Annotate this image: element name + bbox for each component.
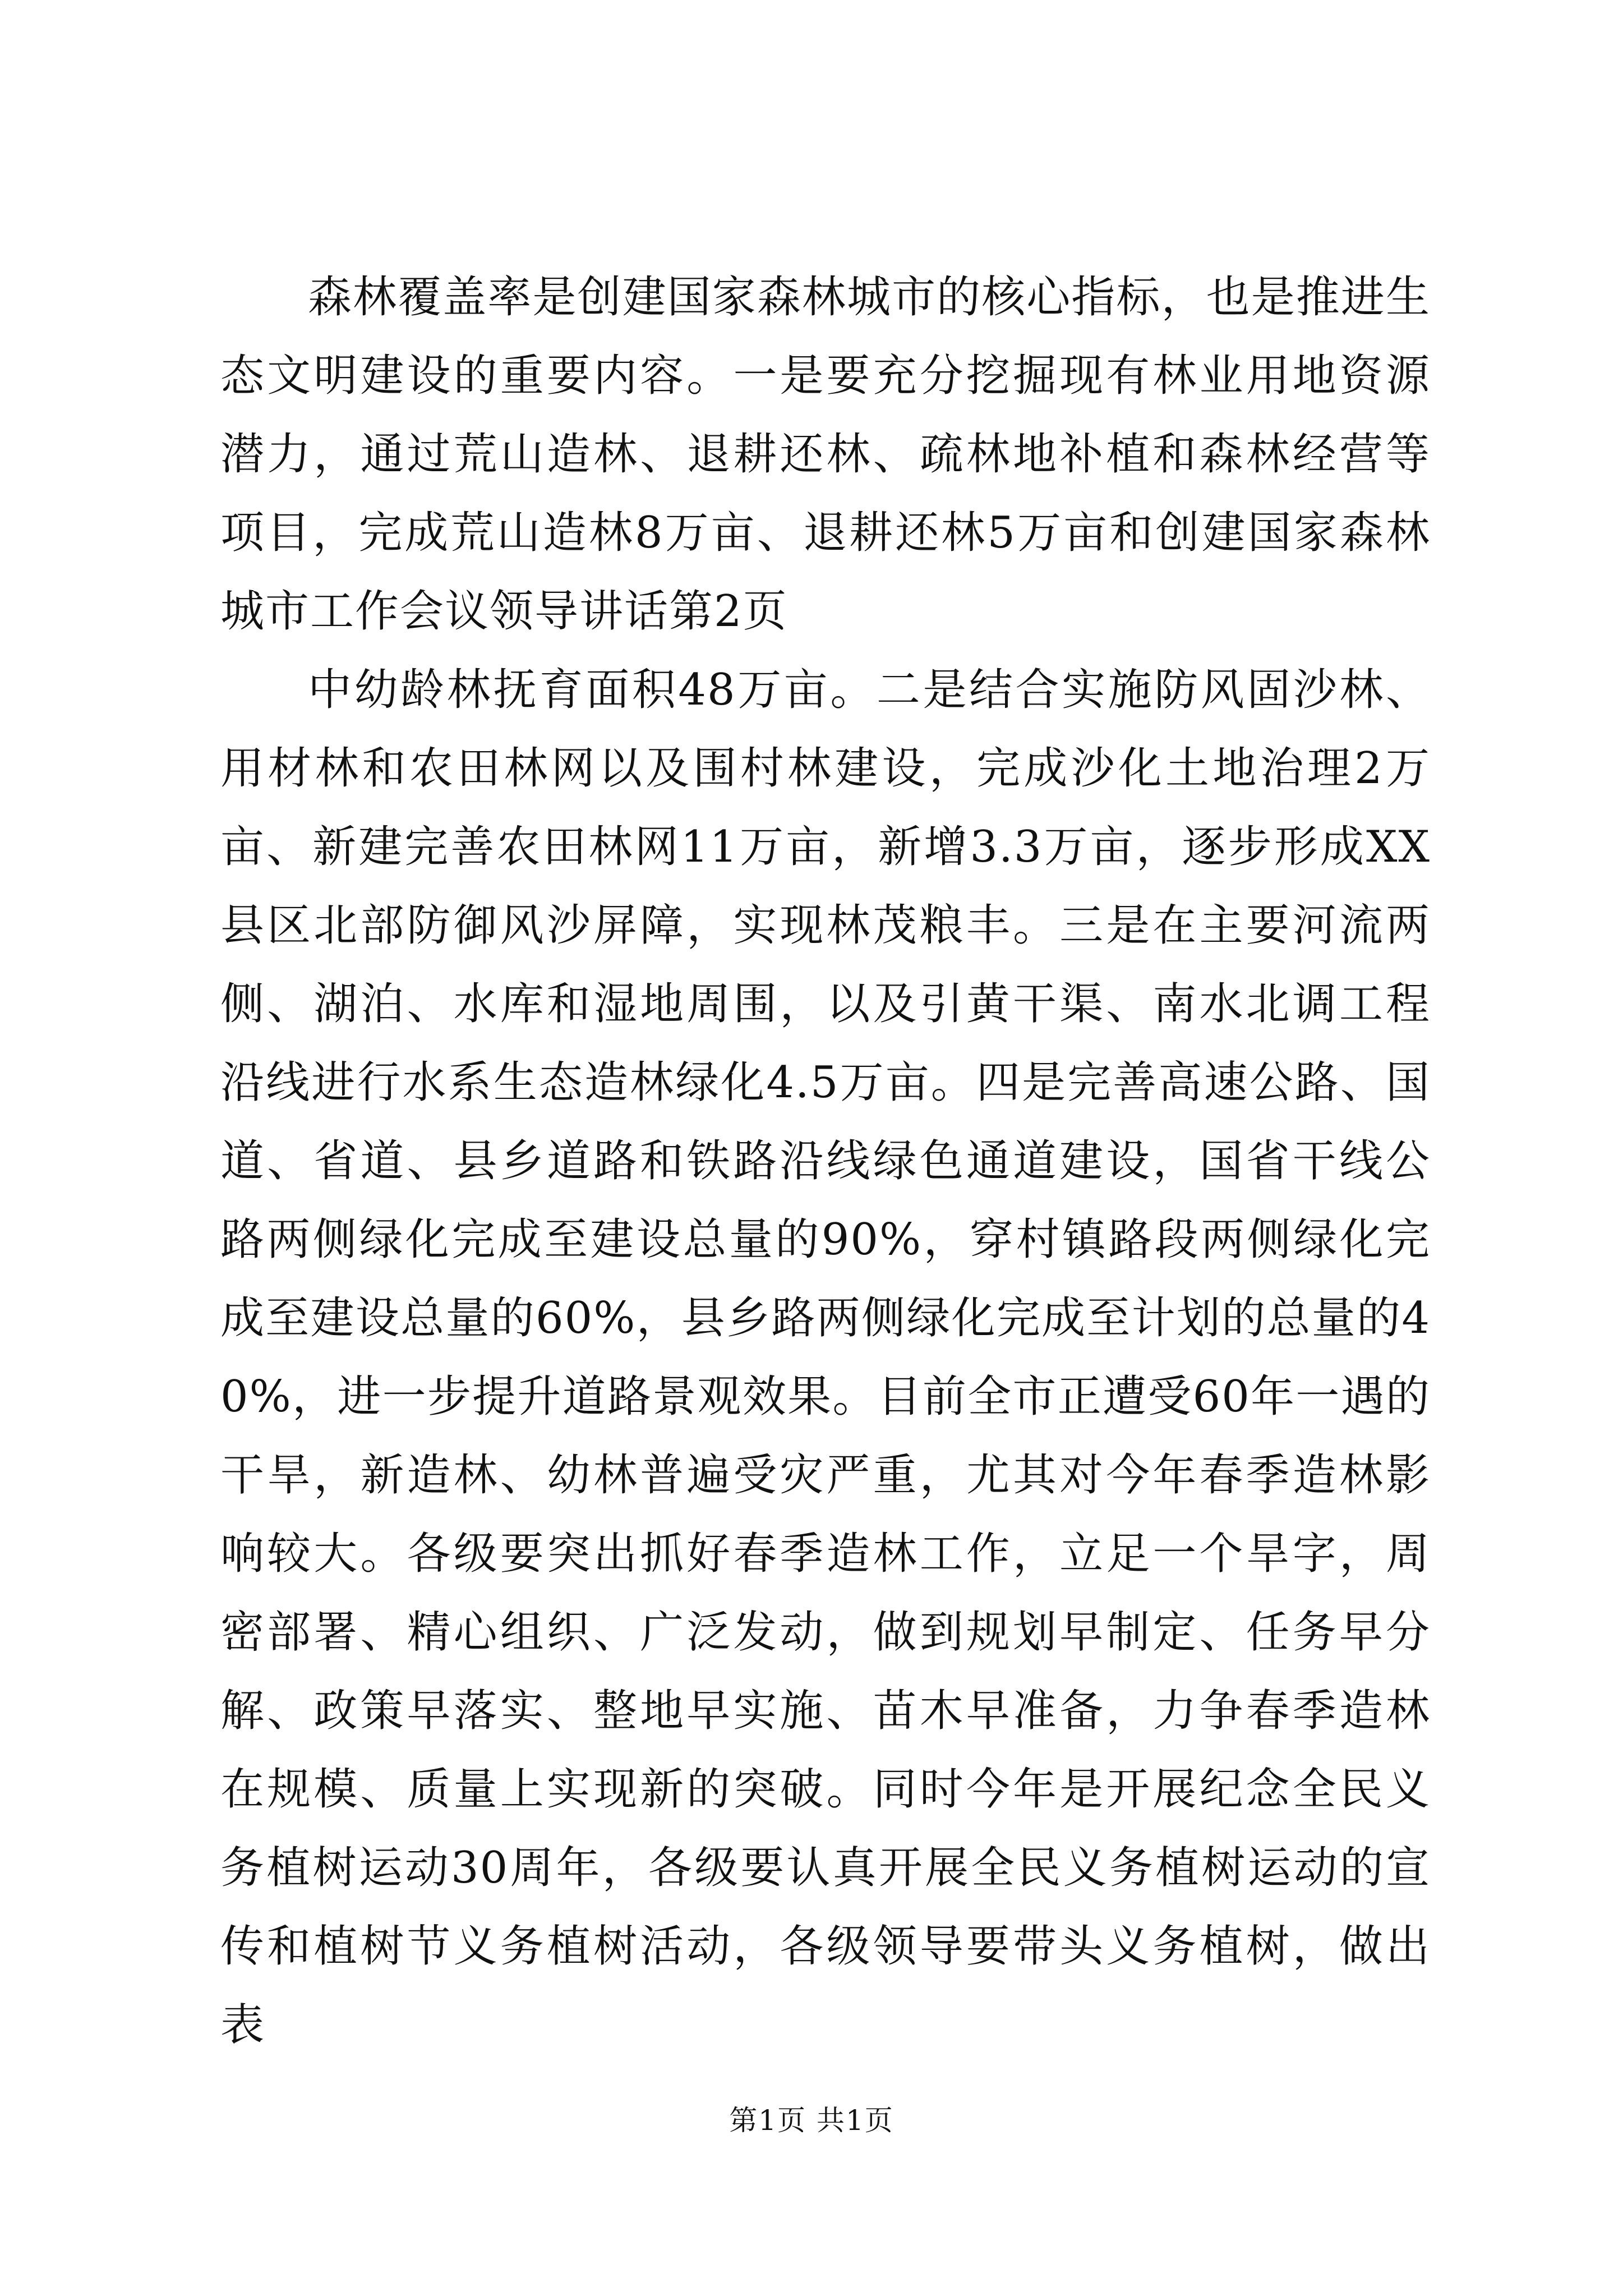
page-footer: 第1页 共1页 bbox=[729, 2104, 894, 2137]
document-body bbox=[220, 258, 1431, 2064]
paragraph-1: 森林覆盖率是创建国家森林城市的核心指标，也是推进生态文明建设的重要内容。一是要充分挖掘现有林业用地资源潜力，通过荒山造林、退耕还林、疏林地补植和森林经营等项目，完成荒山造林8万亩、退耕还林5万亩和创建国家森林城市工作会议领导讲话第2页 bbox=[220, 272, 1431, 637]
paragraph-2: 中幼龄林抚育面积48万亩。二是结合实施防风固沙林、用材林和农田林网以及围村林建设，完成沙化土地治理2万亩、新建完善农田林网11万亩，新增3.3万亩，逐步形成XX县区北部防御风沙屏障，实现林茂粮丰。三是在主要河流两侧、湖泊、水库和湿地周围，以及引黄干渠、南水北调工程沿线进行水系生态造林绿化4.5万亩。四是完善高速公路、国道、省道、县乡道路和铁路沿线绿色通道建设，国省干线公路两侧绿化完成至建设总量的90%，穿村镇路段两侧绿化完成至建设总量的60%，县乡路两侧绿化完成至计划的总量的40%，进一步提升道路景观效果。目前全市正遭受60年一遇的干旱，新造林、幼林普遍受灾严重，尤其对今年春季造林影响较大。各级要突出抓好春季造林工作，立足一个旱字，周密部署、精心组织、广泛发动，做到规划早制定、任务早分解、政策早落实、整地早实施、苗木早准备，力争春季造林在规模、质量上实现新的突破。同时今年是开展纪念全民义务植树运动30周年，各级要认真开展全民义务植树运动的宣传和植树节义务植树活动，各级领导要带头义务植树，做出表 bbox=[220, 665, 1431, 2050]
